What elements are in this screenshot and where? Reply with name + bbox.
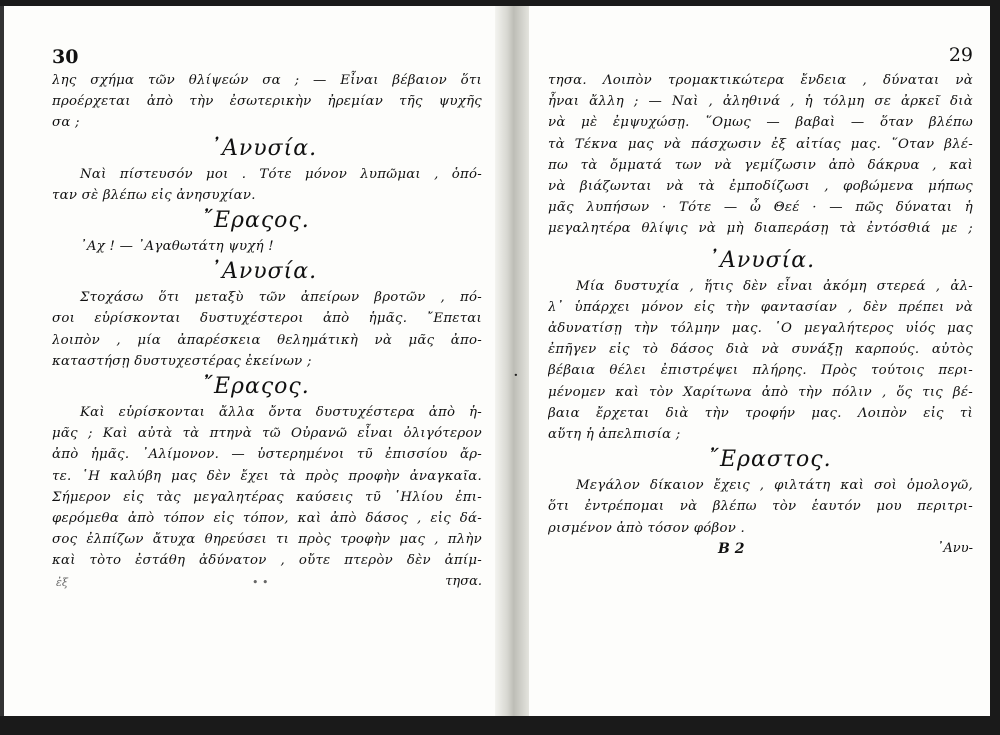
text-line: βέβαια θέλει ἐπιστρέψει πλήρης. Πρὸς τούτοις περι- [548, 363, 973, 379]
text-line: καταστήσῃ δυστυχεστέρας ἐκείνων ; [52, 353, 312, 369]
text-line: λοιπὸν , μία ἀπαρέσκεια θελημάτικὴ νὰ μᾶς ἀπο- [52, 332, 482, 348]
catchword: τησα. [445, 573, 482, 589]
right-paragraph-c [548, 475, 973, 539]
signature-mark: B 2 [718, 540, 745, 557]
text-line: μεγαλητέρα θλίψις νὰ μὴ διαπεράσῃ τὰ ἐντόσθιά με ; [548, 221, 973, 237]
left-page-number: 30 [52, 46, 79, 68]
text-line: τησα. Λοιπὸν τρομακτικώτερα ἔνδεια , δύναται νὰ [548, 73, 973, 88]
text-line: Ναὶ πίστευσόν μοι . Τότε μόνον λυπῶμαι , ὁπό- [80, 166, 482, 182]
text-line: βαια ἔρχεται διὰ τὴν τροφήν μας. Λοιπὸν εἰς τὶ [548, 405, 973, 421]
right-page-footer [548, 539, 973, 561]
text-line: Καὶ εὑρίσκονται ἄλλα ὄντα δυστυχέστερα ἀπὸ ἡ- [80, 405, 482, 421]
text-line: ἀπὸ ἡμᾶς. ᾿Αλίμονον. — ὑστερημένοι τῦ ἐπισσίου ἄρ- [52, 447, 482, 463]
text-line: λ᾿ ὑπάρχει μόνον εἰς τὴν φαντασίαν , δὲν πρέπει νὰ [548, 299, 973, 315]
text-line: σοι εὑρίσκονται δυστυχέστεροι ἀπὸ ἡμᾶς. ῎Επεται [52, 311, 482, 327]
text-line: αὕτη ἡ ἀπελπισία ; [548, 427, 681, 443]
text-line: ταν σὲ βλέπω εἰς ἀνησυχίαν. [52, 187, 256, 203]
speaker-heading: ῎Εραστος. [708, 447, 832, 473]
left-paragraph-e [52, 402, 482, 572]
signature-mark: ἐξ [56, 575, 68, 589]
text-line: πω τὰ ὄμματά των νὰ γεμίζωσιν ἀπὸ δάκρυα , καὶ [548, 157, 973, 173]
text-line: μᾶς ; Καὶ αὐτὰ τὰ πτηνὰ τῶ Οὐρανῶ εἶναι ὀλιγότερον [52, 426, 482, 442]
left-paragraph-d [52, 287, 482, 372]
speaker-heading: ᾿Ανυσία. [210, 135, 318, 161]
text-line: ἐπῆγεν εἰς τὸ δάσος διὰ νὰ συνάξῃ καρπούς. αὐτὸς [548, 342, 973, 358]
right-page-header [548, 40, 973, 70]
text-line: τε. ῾Η καλύβη μας δὲν ἔχει τὰ πρὸς προφὴν ἀναγκαῖα. [52, 468, 482, 484]
right-paragraph-a [548, 70, 973, 240]
text-line: νὰ βιάζωνται νὰ τὰ ἐμποδίζωσι , φοβώμενα μήπως [548, 179, 973, 195]
scan-right-edge [990, 0, 1000, 735]
left-paragraph-a [52, 70, 482, 134]
text-line: ρισμένον ἀπὸ τόσον φόβον . [548, 520, 746, 536]
left-page-header [52, 40, 482, 70]
text-line: τὰ Τέκνα μας νὰ πάσχωσιν ἐξ αἰτίας μας. ῞Οταν βλέ- [548, 136, 973, 152]
book-gutter [495, 0, 529, 735]
speaker-heading: ῎Εραςος. [202, 374, 310, 400]
catchword: ᾿Ανυ- [936, 540, 973, 556]
text-line: μένομεν καὶ τὸν Χαρίτωνα ἀπὸ τὴν πόλιν , ὅς τις βέ- [548, 384, 973, 400]
left-paragraph-c [52, 236, 482, 257]
left-page-footer [52, 572, 482, 594]
text-line: σος ἐλπίζων ἄτυχα θηρεύσει τι πρὸς τροφὴν μας , πλὴν [52, 532, 482, 548]
text-line: φερόμεθα ἀπὸ τόπον εἰς τόπον, καὶ ἀπὸ δάσος , εἰς δά- [52, 511, 482, 527]
left-page [52, 40, 482, 715]
text-line: λης σχήμα τῶν θλίψεών σα ; — Εἶναι βέβαιον ὅτι [52, 73, 482, 88]
text-line: καὶ τὸτο ἐστάθη ἀδύνατον , οὔτε πτερὸν δὲν ἀπίμ- [52, 553, 482, 569]
text-line: ὅτι ἐντρέπομαι νὰ βλέπω τὸν ἑαυτόν μου περιτρι- [548, 499, 973, 515]
speaker-heading: ᾿Ανυσία. [708, 247, 816, 273]
left-paragraph-b [52, 164, 482, 206]
scan-top-edge [0, 0, 1000, 6]
right-page [548, 40, 973, 715]
right-paragraph-b [548, 276, 973, 446]
text-line: ἀδυνατίσῃ τὴν τόλμην μας. ῾Ο μεγαλήτερος υἱός μας [548, 321, 973, 337]
text-line: προέρχεται ἀπὸ τὴν ἐσωτερικὴν ἠρεμίαν τῆς ψυχῆς [52, 94, 482, 110]
speaker-heading: ῎Εραςος. [202, 208, 310, 234]
text-line: Μεγάλον δίκαιον ἔχεις , φιλτάτη καὶ σοὶ ὁμολογῶ, [576, 478, 973, 494]
text-line: Μία δυστυχία , ἥτις δὲν εἶναι ἀκόμη στερεά , ἀλ- [576, 278, 973, 294]
text-line: Σήμερον εἰς τὰς μεγαλητέρας καύσεις τῦ ῾Ηλίου ἐπι- [52, 489, 482, 505]
right-page-number: 29 [948, 44, 973, 66]
text-line: μᾶς λυπήσων · Τότε — ὦ Θεέ · — πῶς δύναται ἡ [548, 200, 973, 216]
scan-left-edge [0, 0, 4, 735]
text-line: ᾿Αχ ! — ᾿Αγαθωτάτη ψυχή ! [80, 239, 274, 255]
speaker-heading: ᾿Ανυσία. [210, 259, 318, 285]
footer-ornament: • • [252, 575, 269, 589]
gutter-speck: · [513, 365, 519, 386]
text-line: ἦναι ἄλλη ; — Ναὶ , ἀληθινά , ἡ τόλμη σε ἀρκεῖ διὰ [548, 94, 973, 110]
scan-bottom-edge [0, 716, 1000, 735]
text-line: νὰ μὲ ἐμψυχώσῃ. ῞Ομως — βαβαὶ — ὅταν βλέπω [548, 115, 973, 131]
text-line: Στοχάσω ὅτι μεταξὺ τῶν ἀπείρων βροτῶν , πό- [80, 290, 482, 306]
text-line: σα ; [52, 115, 80, 131]
